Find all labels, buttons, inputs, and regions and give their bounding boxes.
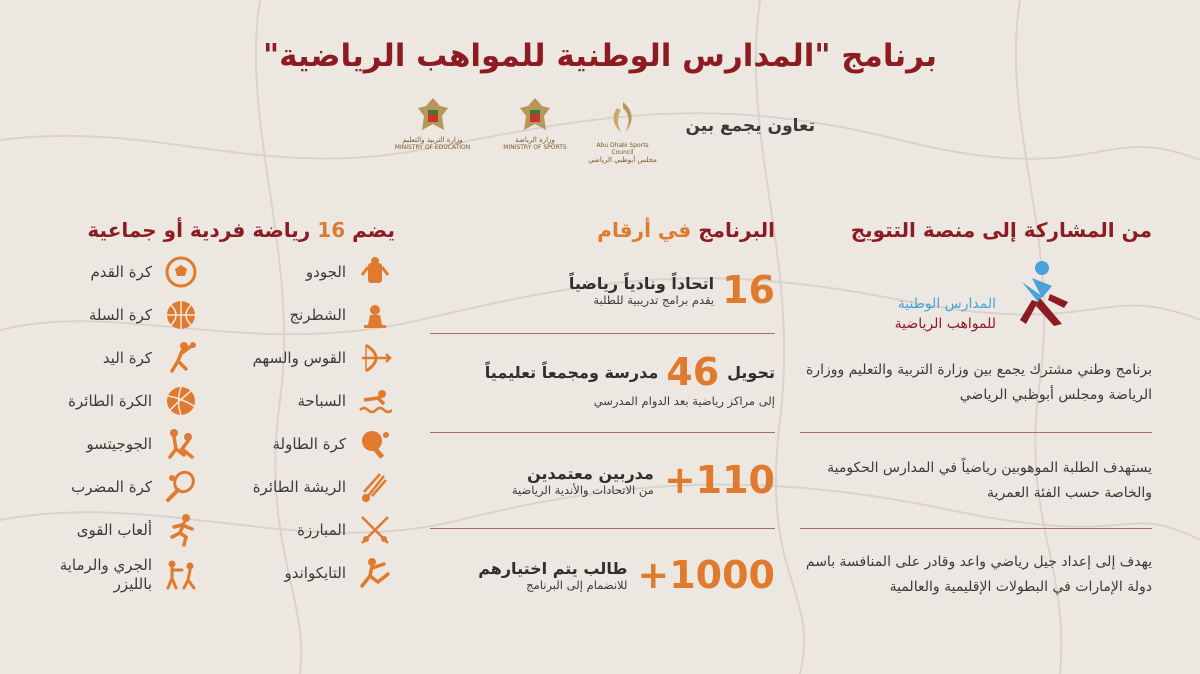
sport-label: الريشة الطائرة [252, 478, 346, 496]
laser-run-icon [164, 558, 198, 592]
divider [800, 432, 1152, 433]
sport-label: الشطرنج [289, 306, 346, 324]
divider [800, 528, 1152, 529]
stat-sub: للانضمام إلى البرنامج [526, 577, 628, 592]
left-column-heading [40, 218, 395, 242]
tennis-icon [164, 470, 198, 504]
stat-number: 16 [722, 268, 775, 312]
right-paragraph-3: يهدف إلى إعداد جيل رياضي واعد وقادر على المنافسة باسم دولة الإمارات في البطولات الإقليمية والعالمية [805, 554, 1152, 595]
stat-number: +1000 [637, 553, 775, 597]
program-logo-line1: المدارس الوطنية [897, 296, 996, 312]
badminton-icon [358, 470, 392, 504]
sports-council-name-ar: مجلس أبوظبي الرياضي [588, 156, 657, 164]
stat-item [460, 553, 775, 597]
middle-column-heading [430, 218, 775, 242]
left-heading-number: 16 [317, 218, 346, 242]
stat-headline: مدرسة ومجمعاً تعليمياً [484, 362, 659, 382]
sport-label: السباحة [297, 392, 346, 410]
stat-number: 46 [666, 350, 720, 394]
swimming-icon [358, 384, 392, 418]
divider [430, 432, 775, 433]
sport-item [289, 298, 392, 332]
jiujitsu-icon [164, 427, 198, 461]
sport-item [103, 341, 198, 375]
sport-item [272, 427, 392, 461]
sport-label: كرة السلة [88, 306, 152, 324]
sport-label: كرة الطاولة [272, 435, 346, 453]
stat-item [520, 268, 775, 312]
ministry-of-education-logo [385, 96, 480, 151]
table-tennis-icon [358, 427, 392, 461]
judo-icon [358, 255, 392, 289]
sports-council-emblem-icon [603, 98, 643, 138]
stat-sub: من الاتحادات والأندية الرياضية [511, 482, 654, 497]
program-logo [880, 258, 1080, 338]
stat-headline: اتحاداً ونادياً رياضياً [568, 273, 715, 293]
stat-prefix: تحويل [727, 362, 775, 382]
sport-item [77, 513, 198, 547]
sport-item [297, 513, 392, 547]
sport-item [90, 255, 198, 289]
sport-label: الجودو [305, 263, 346, 281]
divider [430, 528, 775, 529]
sport-item [57, 556, 198, 594]
sport-label: التايكواندو [284, 564, 346, 582]
right-column-heading: من المشاركة إلى منصة التتويج [850, 218, 1152, 242]
sport-label: القوس والسهم [252, 349, 346, 367]
stat-number: +110 [663, 458, 775, 502]
program-athlete-icon [1002, 258, 1074, 328]
collaboration-label: تعاون يجمع بين [685, 116, 815, 136]
sport-item [68, 384, 198, 418]
uae-falcon-emblem-icon [414, 96, 452, 136]
middle-heading-part2: في أرقام [597, 218, 692, 242]
sport-label: الكرة الطائرة [68, 392, 152, 410]
ministry-of-sports-name-ar: وزارة الرياضة [515, 136, 555, 144]
volleyball-icon [164, 384, 198, 418]
sport-item [86, 427, 198, 461]
left-heading-part2: رياضة فردية أو جماعية [87, 218, 311, 242]
sport-label: كرة القدم [90, 263, 152, 281]
sport-item [71, 470, 198, 504]
handball-icon [164, 341, 198, 375]
fencing-icon [358, 513, 392, 547]
stat-item [455, 350, 775, 408]
ministry-of-education-name-en: MINISTRY OF EDUCATION [394, 144, 471, 151]
sport-label: المبارزة [297, 521, 346, 539]
sport-label: الجري والرماية بالليزر [59, 556, 152, 593]
archery-icon [358, 341, 392, 375]
program-logo-line2: للمواهب الرياضية [894, 316, 996, 332]
taekwondo-icon [358, 556, 392, 590]
sport-label: ألعاب القوى [76, 521, 152, 539]
page-title: برنامج "المدارس الوطنية للمواهب الرياضية" [262, 38, 938, 74]
football-icon [164, 255, 198, 289]
sport-item [306, 255, 392, 289]
chess-icon [358, 298, 392, 332]
sport-item [253, 341, 392, 375]
sport-label: كرة المضرب [71, 478, 152, 496]
right-paragraph-2: يستهدف الطلبة الموهوبين رياضياً في المدارس الحكومية والخاصة حسب الفئة العمرية [827, 460, 1152, 501]
sport-item [253, 470, 392, 504]
middle-heading-part1: البرنامج [698, 218, 775, 242]
sport-item [89, 298, 198, 332]
abu-dhabi-sports-council-logo [585, 98, 660, 164]
ministry-of-sports-name-en: MINISTRY OF SPORTS [503, 144, 567, 151]
ministry-of-sports-logo [495, 96, 575, 151]
left-heading-part1: يضم [352, 218, 395, 242]
athletics-icon [164, 513, 198, 547]
stat-headline: طالب يتم اختيارهم [478, 558, 628, 578]
stat-item [460, 458, 775, 502]
right-paragraph-1: برنامج وطني مشترك يجمع بين وزارة التربية والتعليم ووزارة الرياضة ومجلس أبوظبي الرياضي [805, 362, 1152, 403]
stat-headline: مدربين معتمدين [527, 463, 654, 483]
ministry-of-education-name-ar: وزارة التربية والتعليم [402, 136, 463, 144]
sport-label: الجوجيتسو [86, 435, 152, 453]
sports-council-name-en: Abu Dhabi Sports Council [596, 142, 649, 156]
sport-item [297, 384, 392, 418]
stat-sub: إلى مراكز رياضية بعد الدوام المدرسي [593, 394, 775, 408]
uae-falcon-emblem-icon [516, 96, 554, 136]
sport-item [284, 556, 392, 590]
divider [430, 333, 775, 334]
sport-label: كرة اليد [102, 349, 152, 367]
stat-sub: يقدم برامج تدريبية للطلبة [593, 292, 715, 307]
basketball-icon [164, 298, 198, 332]
